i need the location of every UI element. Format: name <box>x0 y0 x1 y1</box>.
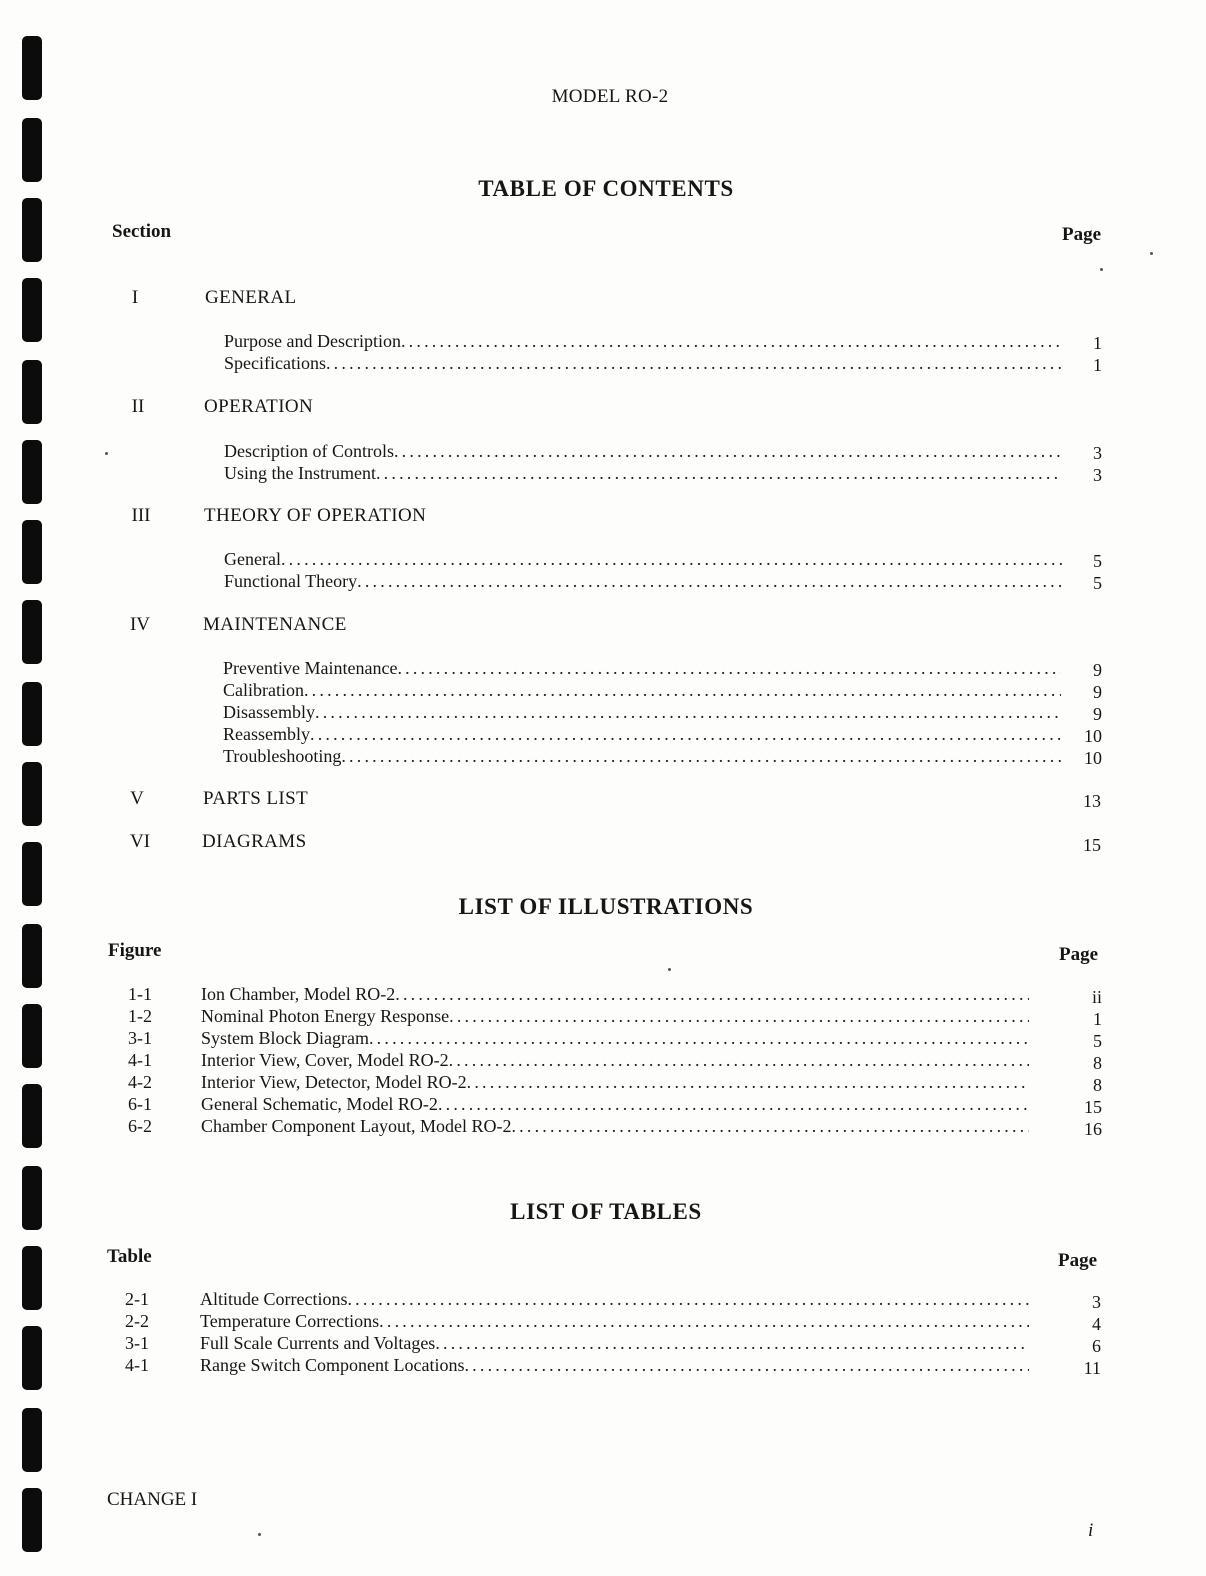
figure-entry-text: Interior View, Detector, Model RO-2 <box>201 1072 467 1092</box>
dot-leader <box>379 1311 1029 1332</box>
tables-title: LIST OF TABLES <box>510 1199 702 1224</box>
section-number: VI <box>129 831 151 852</box>
toc-entry-text: General <box>224 549 281 569</box>
section-title: MAINTENANCE <box>203 614 347 635</box>
toc-entry <box>224 441 1062 462</box>
section-page: 13 <box>1083 791 1101 811</box>
figure-number: 4-2 <box>128 1072 152 1092</box>
table-entry <box>200 1311 1029 1332</box>
figure-entry <box>201 1028 1029 1049</box>
figure-entry-page: 5 <box>1093 1031 1102 1051</box>
table-entry <box>200 1333 1029 1354</box>
table-entry-page: 4 <box>1092 1314 1101 1334</box>
toc-entry <box>224 331 1062 352</box>
figure-entry <box>201 1072 1029 1093</box>
toc-entry-page: 1 <box>1093 333 1102 353</box>
figure-number: 3-1 <box>128 1028 152 1048</box>
toc-entry <box>224 549 1062 570</box>
binding-mark <box>22 1004 42 1068</box>
toc-entry-text: Preventive Maintenance <box>223 658 398 678</box>
figure-entry <box>201 1116 1029 1137</box>
figure-entry-text: Ion Chamber, Model RO-2 <box>201 984 396 1004</box>
table-entry <box>200 1289 1029 1310</box>
scan-speck <box>1100 268 1103 271</box>
dot-leader <box>395 984 1029 1005</box>
toc-entry-text: Functional Theory <box>224 571 358 591</box>
page-column-label: Page <box>1058 1250 1098 1271</box>
figure-column-label: Figure <box>108 940 162 961</box>
dot-leader <box>401 331 1062 352</box>
scan-speck <box>1150 252 1153 255</box>
figure-entry <box>201 984 1029 1005</box>
binding-mark <box>22 1084 42 1148</box>
binding-mark <box>22 360 42 424</box>
dot-leader <box>438 1094 1029 1115</box>
toc-entry <box>223 702 1061 723</box>
table-number: 3-1 <box>125 1333 149 1353</box>
figure-entry-page: 16 <box>1084 1119 1102 1139</box>
table-number: 2-2 <box>125 1311 149 1331</box>
figure-number: 6-2 <box>128 1116 152 1136</box>
toc-entry-text: Troubleshooting <box>223 746 342 766</box>
dot-leader <box>397 658 1061 679</box>
toc-entry-text: Purpose and Description <box>224 331 401 351</box>
toc-entry <box>223 746 1061 767</box>
binding-mark <box>22 924 42 988</box>
section-title: PARTS LIST <box>203 788 309 809</box>
toc-entry-page: 9 <box>1093 660 1102 680</box>
figure-entry-text: Interior View, Cover, Model RO-2 <box>201 1050 449 1070</box>
scan-speck <box>105 452 108 455</box>
dot-leader <box>464 1355 1029 1376</box>
table-number: 2-1 <box>125 1289 149 1309</box>
table-entry-page: 6 <box>1092 1336 1101 1356</box>
figure-entry-page: 15 <box>1084 1097 1102 1117</box>
figure-entry-page: ii <box>1091 987 1102 1007</box>
figure-entry-page: 8 <box>1093 1053 1102 1073</box>
dot-leader <box>357 571 1062 592</box>
toc-entry <box>223 724 1061 745</box>
toc-entry-page: 3 <box>1093 465 1102 485</box>
dot-leader <box>304 680 1061 701</box>
figure-number: 4-1 <box>128 1050 152 1070</box>
section-column-label: Section <box>112 221 172 242</box>
toc-entry-text: Calibration <box>223 680 304 700</box>
toc-title: TABLE OF CONTENTS <box>478 176 734 201</box>
binding-mark <box>22 278 42 342</box>
section-title: THEORY OF OPERATION <box>204 505 427 526</box>
binding-mark <box>22 1408 42 1472</box>
figure-entry-page: 1 <box>1093 1009 1102 1029</box>
figure-entry <box>201 1006 1029 1027</box>
section-page: 15 <box>1083 835 1101 855</box>
section-title: DIAGRAMS <box>202 831 307 852</box>
toc-entry-page: 10 <box>1084 726 1102 746</box>
figure-number: 6-1 <box>128 1094 152 1114</box>
binding-mark <box>22 1246 42 1310</box>
toc-entry <box>224 353 1062 374</box>
toc-entry-text: Disassembly <box>223 702 315 722</box>
table-entry-text: Range Switch Component Locations <box>200 1355 465 1375</box>
section-number: III <box>131 505 151 526</box>
toc-entry <box>223 680 1061 701</box>
scan-speck <box>668 968 671 971</box>
dot-leader <box>341 746 1061 767</box>
toc-entry-page: 9 <box>1093 682 1102 702</box>
figure-entry <box>201 1094 1029 1115</box>
table-entry-text: Altitude Corrections <box>200 1289 348 1309</box>
toc-entry-page: 9 <box>1093 704 1102 724</box>
table-entry-page: 11 <box>1083 1358 1101 1378</box>
table-entry-text: Full Scale Currents and Voltages <box>200 1333 436 1353</box>
page-number: i <box>1088 1520 1094 1541</box>
dot-leader <box>449 1006 1029 1027</box>
toc-entry-page: 1 <box>1093 355 1102 375</box>
table-column-label: Table <box>107 1246 152 1267</box>
figure-number: 1-1 <box>128 984 152 1004</box>
dot-leader <box>394 441 1062 462</box>
dot-leader <box>376 463 1062 484</box>
section-title: OPERATION <box>204 396 314 417</box>
section-number: II <box>131 396 145 417</box>
dot-leader <box>369 1028 1029 1049</box>
dot-leader <box>347 1289 1029 1310</box>
figure-entry <box>201 1050 1029 1071</box>
binding-mark <box>22 1326 42 1390</box>
toc-entry <box>223 658 1061 679</box>
table-entry-page: 3 <box>1092 1292 1101 1312</box>
binding-mark <box>22 762 42 826</box>
figure-number: 1-2 <box>128 1006 152 1026</box>
toc-entry-text: Reassembly <box>223 724 310 744</box>
dot-leader <box>281 549 1062 570</box>
model-header: MODEL RO-2 <box>551 86 669 107</box>
dot-leader <box>315 702 1061 723</box>
toc-entry-page: 10 <box>1084 748 1102 768</box>
section-number: IV <box>129 614 151 635</box>
binding-mark <box>22 440 42 504</box>
figure-entry-text: General Schematic, Model RO-2 <box>201 1094 438 1114</box>
toc-entry-text: Using the Instrument <box>224 463 376 483</box>
toc-entry-text: Description of Controls <box>224 441 394 461</box>
dot-leader <box>511 1116 1029 1137</box>
figure-entry-text: Chamber Component Layout, Model RO-2 <box>201 1116 512 1136</box>
table-number: 4-1 <box>125 1355 149 1375</box>
change-notice: CHANGE I <box>107 1489 198 1510</box>
toc-entry-text: Specifications <box>224 353 326 373</box>
illustrations-title: LIST OF ILLUSTRATIONS <box>458 894 754 919</box>
binding-mark <box>22 1488 42 1552</box>
toc-entry <box>224 571 1062 592</box>
figure-entry-page: 8 <box>1093 1075 1102 1095</box>
figure-entry-text: Nominal Photon Energy Response <box>201 1006 450 1026</box>
binding-mark <box>22 600 42 664</box>
toc-entry-page: 5 <box>1093 573 1102 593</box>
binding-mark <box>22 520 42 584</box>
toc-entry-page: 3 <box>1093 443 1102 463</box>
binding-mark <box>22 682 42 746</box>
dot-leader <box>310 724 1061 745</box>
table-entry-text: Temperature Corrections <box>200 1311 380 1331</box>
scan-speck <box>258 1533 261 1536</box>
dot-leader <box>467 1072 1029 1093</box>
section-number: I <box>131 287 139 308</box>
page-column-label: Page <box>1059 944 1099 965</box>
toc-entry <box>224 463 1062 484</box>
toc-entry-page: 5 <box>1093 551 1102 571</box>
section-number: V <box>130 788 144 809</box>
figure-entry-text: System Block Diagram <box>201 1028 369 1048</box>
dot-leader <box>435 1333 1029 1354</box>
dot-leader <box>449 1050 1029 1071</box>
page-column-label: Page <box>1062 224 1102 245</box>
section-title: GENERAL <box>205 287 297 308</box>
binding-mark <box>22 118 42 182</box>
table-entry <box>200 1355 1029 1376</box>
dot-leader <box>326 353 1062 374</box>
binding-mark <box>22 198 42 262</box>
